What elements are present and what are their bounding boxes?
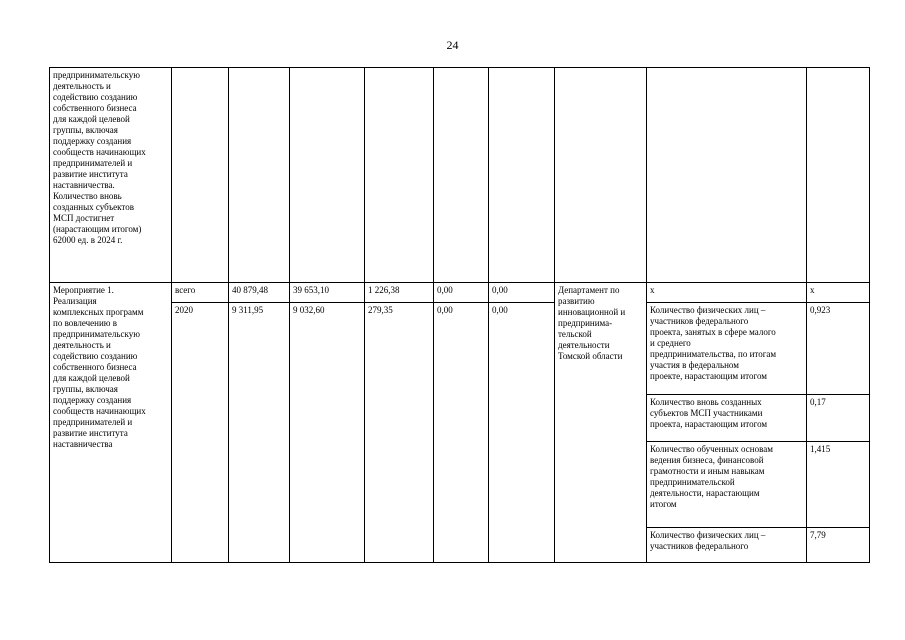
indicator-name: Количество физических лиц – участников федерального проекта, занятых в сфере малого и среднего предпринимательства, по итогам участия в федеральном проекте, нарастающим итогом bbox=[650, 305, 777, 381]
indicator-cell bbox=[647, 303, 807, 395]
local-amount: 0,00 bbox=[437, 285, 453, 295]
responsible-cell bbox=[555, 283, 647, 563]
federal-amount: 9 032,60 bbox=[293, 305, 325, 315]
empty-cell bbox=[489, 68, 555, 283]
indicator-value-cell bbox=[807, 442, 870, 528]
total-amount: 40 879,48 bbox=[232, 285, 268, 295]
indicator-cell bbox=[647, 283, 807, 303]
empty-cell bbox=[229, 68, 290, 283]
continued-description: предпринимательскую деятельность и содействию созданию собственного бизнеса для каждой целевой группы, включая поддержку создания сообществ начинающих предпринимателей и развитие института наставничества. Количество вновь созданных субъектов МСП достигнет (нарастающим итогом) 62000 ед. в 2024 г. bbox=[53, 70, 146, 245]
federal-cell bbox=[290, 283, 365, 303]
total-cell bbox=[229, 303, 290, 563]
empty-cell bbox=[647, 68, 807, 283]
other-cell bbox=[489, 283, 555, 303]
indicator-value: 0,923 bbox=[810, 305, 831, 315]
total-cell bbox=[229, 283, 290, 303]
empty-cell bbox=[807, 68, 870, 283]
indicator-value: 7,79 bbox=[810, 530, 826, 540]
federal-amount: 39 653,10 bbox=[293, 285, 329, 295]
local-cell bbox=[434, 303, 489, 563]
other-amount: 0,00 bbox=[492, 285, 508, 295]
activity-description-cell bbox=[50, 283, 172, 563]
empty-cell bbox=[172, 68, 229, 283]
indicator-value-cell bbox=[807, 395, 870, 442]
indicator-cell bbox=[647, 528, 807, 563]
page-number: 24 bbox=[446, 38, 459, 52]
total-amount: 9 311,95 bbox=[232, 305, 264, 315]
year-row bbox=[50, 303, 870, 395]
indicator-name: х bbox=[650, 285, 655, 295]
indicator-value: 1,415 bbox=[810, 444, 831, 454]
local-amount: 0,00 bbox=[437, 305, 453, 315]
indicator-value: 0,17 bbox=[810, 397, 826, 407]
program-table bbox=[49, 67, 870, 563]
period-cell bbox=[172, 303, 229, 563]
empty-cell bbox=[434, 68, 489, 283]
local-cell bbox=[434, 283, 489, 303]
other-amount: 0,00 bbox=[492, 305, 508, 315]
continued-description-cell bbox=[50, 68, 172, 283]
empty-cell bbox=[290, 68, 365, 283]
indicator-cell bbox=[647, 442, 807, 528]
regional-cell bbox=[365, 283, 434, 303]
total-row bbox=[50, 283, 870, 303]
regional-amount: 1 226,38 bbox=[368, 285, 400, 295]
indicator-cell bbox=[647, 395, 807, 442]
period-cell bbox=[172, 283, 229, 303]
empty-cell bbox=[555, 68, 647, 283]
period: всего bbox=[175, 285, 196, 295]
empty-cell bbox=[365, 68, 434, 283]
indicator-name: Количество физических лиц – участников федерального bbox=[650, 530, 766, 551]
federal-cell bbox=[290, 303, 365, 563]
activity-description: Мероприятие 1. Реализация комплексных программ по вовлечению в предпринимательскую деятельность и содействию созданию собственного бизнеса для каждой целевой группы, включая поддержку создания сообществ начинающих предпринимателей и развитие института наставничества bbox=[53, 285, 146, 449]
regional-amount: 279,35 bbox=[368, 305, 393, 315]
continued-row bbox=[50, 68, 870, 283]
indicator-value-cell bbox=[807, 303, 870, 395]
indicator-name: Количество вновь созданных субъектов МСП участниками проекта, нарастающим итогом bbox=[650, 397, 768, 429]
indicator-name: Количество обученных основам ведения бизнеса, финансовой грамотности и иным навыкам предпринимательской деятельности, нарастающим итогом bbox=[650, 444, 773, 509]
regional-cell bbox=[365, 303, 434, 563]
period: 2020 bbox=[175, 305, 193, 315]
indicator-value: х bbox=[810, 285, 815, 295]
indicator-value-cell bbox=[807, 528, 870, 563]
indicator-value-cell bbox=[807, 283, 870, 303]
other-cell bbox=[489, 303, 555, 563]
responsible-department: Департамент по развитию инновационной и предпринима- тельской деятельности Томской области bbox=[558, 285, 626, 361]
